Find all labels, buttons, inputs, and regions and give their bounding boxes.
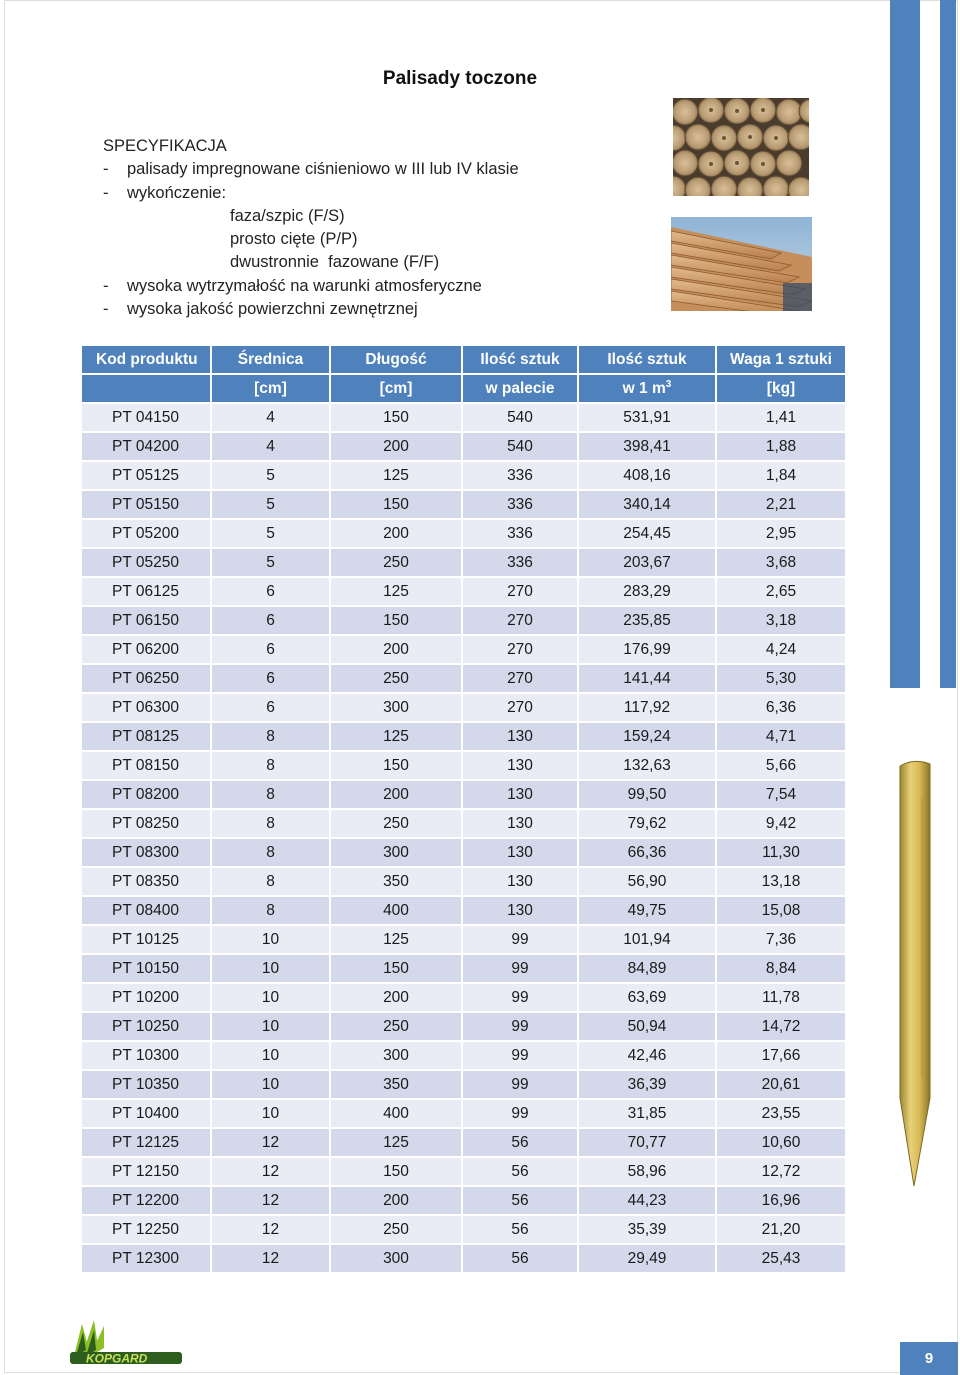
header-qty-m3: Ilość sztuk [579, 346, 715, 373]
cell-qty-m3: 50,94 [579, 1013, 715, 1040]
finish-option: faza/szpic (F/S) [230, 206, 345, 225]
cell-length: 150 [331, 607, 461, 634]
cell-product-code: PT 10125 [82, 926, 210, 953]
table-row [82, 723, 845, 750]
pointed-post-image [896, 758, 936, 1188]
kopgard-logo [68, 1316, 184, 1366]
cell-weight: 6,36 [717, 694, 845, 721]
cell-product-code: PT 05200 [82, 520, 210, 547]
cell-diameter: 4 [212, 404, 329, 431]
cell-qty-m3: 340,14 [579, 491, 715, 518]
cell-weight: 10,60 [717, 1129, 845, 1156]
cell-product-code: PT 10400 [82, 1100, 210, 1127]
cell-weight: 5,30 [717, 665, 845, 692]
cell-weight: 11,30 [717, 839, 845, 866]
cell-weight: 4,71 [717, 723, 845, 750]
cell-qty-pallet: 56 [463, 1245, 577, 1272]
table-row [82, 955, 845, 982]
spec-item-text: wykończenie: [127, 183, 227, 202]
cell-qty-pallet: 270 [463, 636, 577, 663]
cell-length: 150 [331, 491, 461, 518]
header-length-unit: [cm] [331, 375, 461, 402]
table-row [82, 781, 845, 808]
cell-weight: 1,88 [717, 433, 845, 460]
cell-qty-pallet: 270 [463, 607, 577, 634]
logo-text: KOPGARD [86, 1351, 148, 1366]
header-diameter-unit: [cm] [212, 375, 329, 402]
header-product-code-unit [82, 375, 210, 402]
cell-length: 150 [331, 955, 461, 982]
cell-weight: 2,95 [717, 520, 845, 547]
header-qty-pallet-unit: w palecie [463, 375, 577, 402]
pointed-palisades-photo [671, 217, 812, 311]
cell-product-code: PT 10150 [82, 955, 210, 982]
cell-product-code: PT 12150 [82, 1158, 210, 1185]
cell-product-code: PT 10200 [82, 984, 210, 1011]
cell-product-code: PT 05125 [82, 462, 210, 489]
cell-product-code: PT 08150 [82, 752, 210, 779]
cell-diameter: 10 [212, 984, 329, 1011]
cell-weight: 7,36 [717, 926, 845, 953]
cell-weight: 23,55 [717, 1100, 845, 1127]
cell-weight: 15,08 [717, 897, 845, 924]
cell-product-code: PT 12300 [82, 1245, 210, 1272]
cell-weight: 1,41 [717, 404, 845, 431]
cell-qty-pallet: 270 [463, 578, 577, 605]
cell-weight: 25,43 [717, 1245, 845, 1272]
cell-length: 250 [331, 549, 461, 576]
cell-weight: 3,68 [717, 549, 845, 576]
cell-length: 200 [331, 520, 461, 547]
table-row [82, 1129, 845, 1156]
cell-qty-m3: 44,23 [579, 1187, 715, 1214]
table-row [82, 1100, 845, 1127]
cell-length: 150 [331, 1158, 461, 1185]
table-row [82, 636, 845, 663]
cell-qty-m3: 56,90 [579, 868, 715, 895]
cell-length: 125 [331, 926, 461, 953]
cell-qty-pallet: 336 [463, 549, 577, 576]
cell-weight: 8,84 [717, 955, 845, 982]
table-row [82, 984, 845, 1011]
cell-qty-pallet: 99 [463, 1071, 577, 1098]
cell-weight: 4,24 [717, 636, 845, 663]
cell-qty-pallet: 130 [463, 868, 577, 895]
cell-product-code: PT 08125 [82, 723, 210, 750]
cell-qty-m3: 58,96 [579, 1158, 715, 1185]
cell-length: 350 [331, 868, 461, 895]
table-row [82, 520, 845, 547]
cell-length: 200 [331, 781, 461, 808]
cell-weight: 1,84 [717, 462, 845, 489]
table-row [82, 1216, 845, 1243]
page-number: 9 [900, 1342, 958, 1375]
cell-qty-m3: 531,91 [579, 404, 715, 431]
header-weight-unit: [kg] [717, 375, 845, 402]
cell-length: 300 [331, 839, 461, 866]
cell-qty-pallet: 99 [463, 1013, 577, 1040]
cell-product-code: PT 08350 [82, 868, 210, 895]
cell-diameter: 10 [212, 1042, 329, 1069]
cell-qty-m3: 141,44 [579, 665, 715, 692]
cell-diameter: 12 [212, 1216, 329, 1243]
cell-length: 250 [331, 665, 461, 692]
spec-heading: SPECYFIKACJA [103, 137, 227, 155]
spec-item [103, 298, 519, 321]
table-row [82, 1187, 845, 1214]
cell-diameter: 12 [212, 1245, 329, 1272]
header-length: Długość [331, 346, 461, 373]
cell-diameter: 8 [212, 752, 329, 779]
cell-diameter: 12 [212, 1187, 329, 1214]
cell-length: 200 [331, 433, 461, 460]
cell-qty-m3: 159,24 [579, 723, 715, 750]
cell-diameter: 10 [212, 926, 329, 953]
cell-weight: 11,78 [717, 984, 845, 1011]
finish-option: prosto cięte (P/P) [230, 230, 358, 249]
cell-qty-pallet: 130 [463, 752, 577, 779]
product-table [80, 344, 847, 1274]
cell-qty-m3: 70,77 [579, 1129, 715, 1156]
table-row [82, 868, 845, 895]
table-row [82, 1245, 845, 1272]
cell-qty-pallet: 336 [463, 520, 577, 547]
cell-length: 125 [331, 723, 461, 750]
header-qty-m3-unit [579, 375, 715, 402]
cell-diameter: 8 [212, 868, 329, 895]
cell-qty-pallet: 270 [463, 694, 577, 721]
cell-product-code: PT 08300 [82, 839, 210, 866]
decorative-stripe [940, 0, 956, 688]
cell-diameter: 5 [212, 491, 329, 518]
cell-weight: 9,42 [717, 810, 845, 837]
decorative-stripe [890, 0, 920, 688]
cell-diameter: 10 [212, 955, 329, 982]
cell-diameter: 6 [212, 636, 329, 663]
spec-item-text: wysoka wytrzymałość na warunki atmosferyczne [127, 276, 482, 295]
cell-qty-pallet: 540 [463, 433, 577, 460]
cell-length: 125 [331, 578, 461, 605]
finish-option: dwustronnie fazowane (F/F) [230, 253, 440, 272]
cell-qty-m3: 99,50 [579, 781, 715, 808]
cell-length: 200 [331, 984, 461, 1011]
cell-weight: 20,61 [717, 1071, 845, 1098]
cell-length: 250 [331, 1216, 461, 1243]
cell-diameter: 4 [212, 433, 329, 460]
cell-product-code: PT 12200 [82, 1187, 210, 1214]
cell-length: 350 [331, 1071, 461, 1098]
cell-diameter: 8 [212, 723, 329, 750]
cell-length: 400 [331, 1100, 461, 1127]
cell-product-code: PT 04200 [82, 433, 210, 460]
table-row [82, 549, 845, 576]
header-diameter: Średnica [212, 346, 329, 373]
cell-product-code: PT 12125 [82, 1129, 210, 1156]
bullet: - [103, 276, 109, 295]
table-row [82, 1158, 845, 1185]
table-row [82, 491, 845, 518]
table-header-row [82, 346, 845, 373]
cell-qty-m3: 36,39 [579, 1071, 715, 1098]
cell-diameter: 8 [212, 781, 329, 808]
unit-superscript: 3 [665, 378, 672, 390]
table-row [82, 694, 845, 721]
cell-qty-m3: 29,49 [579, 1245, 715, 1272]
cell-weight: 13,18 [717, 868, 845, 895]
cell-qty-m3: 66,36 [579, 839, 715, 866]
cell-diameter: 8 [212, 839, 329, 866]
cell-product-code: PT 06125 [82, 578, 210, 605]
cell-qty-pallet: 130 [463, 781, 577, 808]
cell-qty-pallet: 56 [463, 1158, 577, 1185]
cell-qty-m3: 132,63 [579, 752, 715, 779]
table-body [82, 404, 845, 1272]
cell-product-code: PT 06300 [82, 694, 210, 721]
cell-qty-m3: 63,69 [579, 984, 715, 1011]
cell-qty-pallet: 130 [463, 810, 577, 837]
cell-weight: 17,66 [717, 1042, 845, 1069]
table-row [82, 607, 845, 634]
table-row [82, 839, 845, 866]
cell-qty-pallet: 540 [463, 404, 577, 431]
cell-qty-m3: 283,29 [579, 578, 715, 605]
cell-diameter: 12 [212, 1158, 329, 1185]
cell-product-code: PT 10250 [82, 1013, 210, 1040]
table-row [82, 462, 845, 489]
table-row [82, 433, 845, 460]
cell-weight: 16,96 [717, 1187, 845, 1214]
cell-weight: 2,21 [717, 491, 845, 518]
table-row [82, 810, 845, 837]
cell-qty-pallet: 99 [463, 926, 577, 953]
table-row [82, 578, 845, 605]
cell-qty-m3: 117,92 [579, 694, 715, 721]
cell-diameter: 6 [212, 607, 329, 634]
cell-diameter: 6 [212, 694, 329, 721]
table-row [82, 752, 845, 779]
cell-qty-pallet: 99 [463, 984, 577, 1011]
bullet: - [103, 300, 109, 319]
cell-product-code: PT 10300 [82, 1042, 210, 1069]
cell-length: 300 [331, 1245, 461, 1272]
cell-qty-pallet: 130 [463, 839, 577, 866]
cell-length: 300 [331, 694, 461, 721]
cell-qty-m3: 35,39 [579, 1216, 715, 1243]
cell-weight: 12,72 [717, 1158, 845, 1185]
header-product-code: Kod produktu [82, 346, 210, 373]
header-weight: Waga 1 sztuki [717, 346, 845, 373]
cell-weight: 5,66 [717, 752, 845, 779]
cell-qty-m3: 203,67 [579, 549, 715, 576]
cell-product-code: PT 06250 [82, 665, 210, 692]
cell-length: 125 [331, 1129, 461, 1156]
cell-diameter: 8 [212, 897, 329, 924]
cell-length: 400 [331, 897, 461, 924]
table-row [82, 665, 845, 692]
cell-length: 150 [331, 752, 461, 779]
cell-qty-m3: 254,45 [579, 520, 715, 547]
cell-length: 200 [331, 636, 461, 663]
table-row [82, 1071, 845, 1098]
unit-text: w 1 m [622, 380, 666, 398]
cell-qty-m3: 408,16 [579, 462, 715, 489]
cell-qty-pallet: 56 [463, 1129, 577, 1156]
cell-qty-pallet: 130 [463, 723, 577, 750]
spec-item-text: wysoka jakość powierzchni zewnętrznej [127, 300, 418, 319]
table-row [82, 1042, 845, 1069]
table-header-units-row [82, 375, 845, 402]
bullet: - [103, 183, 109, 202]
table-row [82, 926, 845, 953]
specification [103, 135, 519, 321]
cell-product-code: PT 10350 [82, 1071, 210, 1098]
cell-length: 125 [331, 462, 461, 489]
page-title: Palisady toczone [382, 68, 538, 89]
cell-length: 150 [331, 404, 461, 431]
cell-diameter: 8 [212, 810, 329, 837]
cell-product-code: PT 08400 [82, 897, 210, 924]
cell-diameter: 5 [212, 549, 329, 576]
cell-qty-pallet: 336 [463, 462, 577, 489]
header-qty-pallet: Ilość sztuk [463, 346, 577, 373]
spec-item-text: palisady impregnowane ciśnieniowo w III lub IV klasie [127, 160, 519, 179]
spec-item [103, 182, 519, 205]
cell-diameter: 5 [212, 520, 329, 547]
cell-qty-m3: 398,41 [579, 433, 715, 460]
cell-qty-m3: 49,75 [579, 897, 715, 924]
cell-product-code: PT 06200 [82, 636, 210, 663]
logs-stack-photo [673, 98, 809, 196]
cell-qty-m3: 79,62 [579, 810, 715, 837]
cell-diameter: 6 [212, 665, 329, 692]
cell-length: 250 [331, 810, 461, 837]
cell-diameter: 6 [212, 578, 329, 605]
cell-qty-pallet: 130 [463, 897, 577, 924]
cell-qty-m3: 235,85 [579, 607, 715, 634]
cell-length: 300 [331, 1042, 461, 1069]
cell-product-code: PT 05250 [82, 549, 210, 576]
cell-diameter: 10 [212, 1013, 329, 1040]
cell-diameter: 10 [212, 1071, 329, 1098]
cell-length: 250 [331, 1013, 461, 1040]
cell-weight: 2,65 [717, 578, 845, 605]
cell-weight: 21,20 [717, 1216, 845, 1243]
bullet: - [103, 160, 109, 179]
cell-qty-m3: 101,94 [579, 926, 715, 953]
cell-length: 200 [331, 1187, 461, 1214]
cell-product-code: PT 08250 [82, 810, 210, 837]
cell-qty-pallet: 56 [463, 1216, 577, 1243]
cell-qty-pallet: 270 [463, 665, 577, 692]
cell-diameter: 5 [212, 462, 329, 489]
cell-product-code: PT 08200 [82, 781, 210, 808]
cell-qty-pallet: 99 [463, 1100, 577, 1127]
cell-weight: 7,54 [717, 781, 845, 808]
table-row [82, 897, 845, 924]
cell-product-code: PT 05150 [82, 491, 210, 518]
cell-weight: 3,18 [717, 607, 845, 634]
cell-weight: 14,72 [717, 1013, 845, 1040]
spec-item [103, 275, 519, 298]
spec-item [103, 158, 519, 181]
cell-diameter: 12 [212, 1129, 329, 1156]
cell-qty-pallet: 336 [463, 491, 577, 518]
table-row [82, 1013, 845, 1040]
cell-qty-m3: 84,89 [579, 955, 715, 982]
cell-qty-m3: 176,99 [579, 636, 715, 663]
cell-qty-m3: 31,85 [579, 1100, 715, 1127]
table-row [82, 404, 845, 431]
cell-diameter: 10 [212, 1100, 329, 1127]
cell-product-code: PT 06150 [82, 607, 210, 634]
cell-qty-pallet: 99 [463, 955, 577, 982]
cell-qty-m3: 42,46 [579, 1042, 715, 1069]
cell-product-code: PT 12250 [82, 1216, 210, 1243]
cell-product-code: PT 04150 [82, 404, 210, 431]
cell-qty-pallet: 99 [463, 1042, 577, 1069]
cell-qty-pallet: 56 [463, 1187, 577, 1214]
